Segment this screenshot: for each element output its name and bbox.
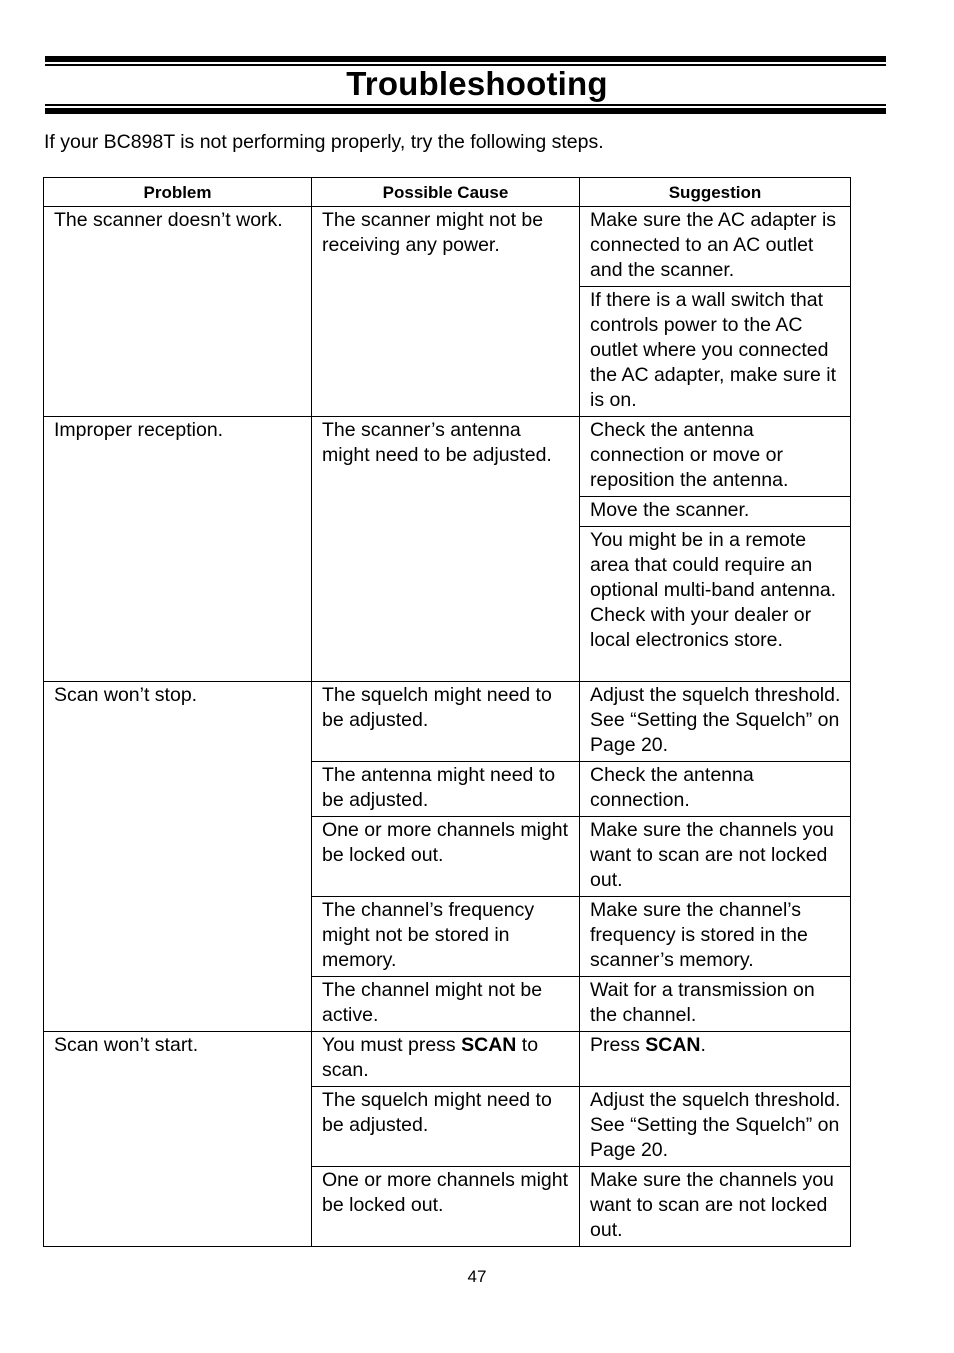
- problem-cell: Scan won’t stop.: [44, 682, 312, 1032]
- suggestion-cell: Move the scanner.: [580, 497, 851, 527]
- suggestion-cell: If there is a wall switch that controls power to the AC outlet where you connected the AC adapter, make sure it is on.: [580, 287, 851, 417]
- cause-cell: The scanner’s antenna might need to be adjusted.: [312, 417, 580, 682]
- cause-cell: One or more channels might be locked out.: [312, 817, 580, 897]
- suggestion-cell: [580, 1032, 851, 1087]
- cause-text: to scan.: [322, 1034, 539, 1081]
- suggestion-cell: Make sure the channel’s frequency is stored in the scanner’s memory.: [580, 897, 851, 977]
- bottom-rule-thin: [45, 104, 886, 106]
- suggestion-text: .: [700, 1034, 706, 1056]
- cause-cell: The channel’s frequency might not be stored in memory.: [312, 897, 580, 977]
- problem-cell: Improper reception.: [44, 417, 312, 682]
- suggestion-cell: Adjust the squelch threshold. See “Setting the Squelch” on Page 20.: [580, 1087, 851, 1167]
- problem-cell: Scan won’t start.: [44, 1032, 312, 1247]
- header-problem: Problem: [44, 178, 312, 207]
- suggestion-cell: Make sure the channels you want to scan are not locked out.: [580, 1167, 851, 1247]
- suggestion-cell: Make sure the channels you want to scan are not locked out.: [580, 817, 851, 897]
- page-title: Troubleshooting: [346, 65, 608, 102]
- intro-text: If your BC898T is not performing properly, try the following steps.: [44, 131, 604, 153]
- header-cause: Possible Cause: [312, 178, 580, 207]
- suggestion-cell: Wait for a transmission on the channel.: [580, 977, 851, 1032]
- header-suggestion: Suggestion: [580, 178, 851, 207]
- suggestion-text: Press: [590, 1034, 646, 1056]
- table-row: [44, 1032, 851, 1087]
- bottom-rule-thick: [45, 108, 886, 114]
- cause-cell: The antenna might need to be adjusted.: [312, 762, 580, 817]
- cause-cell: The scanner might not be receiving any power.: [312, 207, 580, 417]
- suggestion-cell: Check the antenna connection.: [580, 762, 851, 817]
- cause-text: You must press: [322, 1034, 462, 1056]
- cause-cell: One or more channels might be locked out.: [312, 1167, 580, 1247]
- scan-key-label: SCAN: [645, 1034, 701, 1056]
- table-row: [44, 207, 851, 287]
- suggestion-cell: You might be in a remote area that could require an optional multi-band antenna. Check with your dealer or local electronics store.: [580, 527, 851, 682]
- cause-cell: The channel might not be active.: [312, 977, 580, 1032]
- page-number: 47: [467, 1267, 487, 1286]
- suggestion-cell: Check the antenna connection or move or reposition the antenna.: [580, 417, 851, 497]
- table-row: [44, 417, 851, 497]
- table-header-row: [44, 178, 851, 207]
- top-rule-thick: [45, 56, 886, 62]
- cause-cell: The squelch might need to be adjusted.: [312, 682, 580, 762]
- cause-cell: The squelch might need to be adjusted.: [312, 1087, 580, 1167]
- troubleshooting-table: [43, 177, 851, 1247]
- scan-key-label: SCAN: [461, 1034, 517, 1056]
- problem-cell: The scanner doesn’t work.: [44, 207, 312, 417]
- cause-cell: [312, 1032, 580, 1087]
- suggestion-cell: Adjust the squelch threshold. See “Setting the Squelch” on Page 20.: [580, 682, 851, 762]
- suggestion-cell: Make sure the AC adapter is connected to an AC outlet and the scanner.: [580, 207, 851, 287]
- table-row: [44, 682, 851, 762]
